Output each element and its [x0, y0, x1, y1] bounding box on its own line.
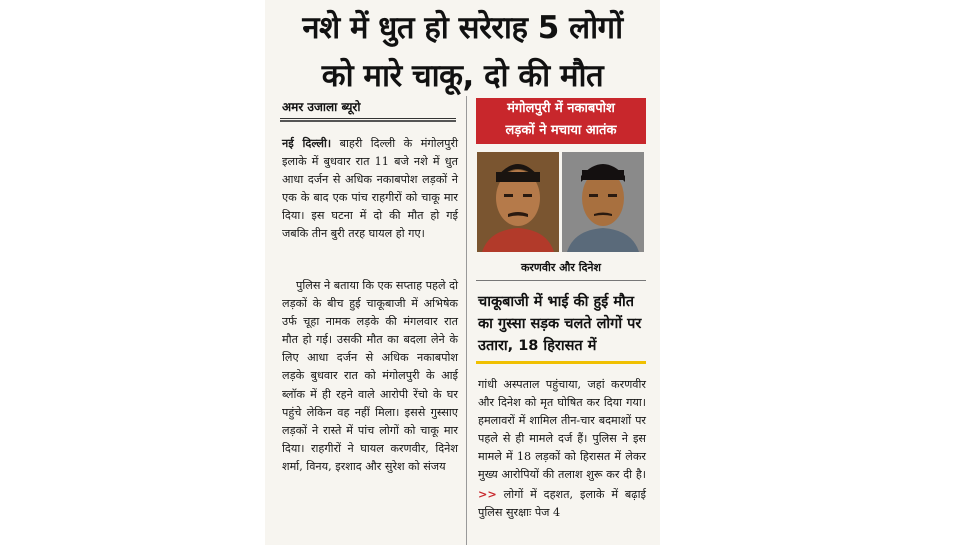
red-kicker-box — [476, 98, 646, 144]
sub-headline: चाकूबाजी में भाई की हुई मौत का गुस्सा सड़क चलते लोगों पर उतारा, 18 हिरासत में — [478, 294, 642, 354]
victim-photo-karanveer — [477, 152, 559, 252]
yellow-rule — [476, 361, 646, 364]
victim-photo-dinesh — [562, 152, 644, 252]
continued-text: लोगों में दहशत, इलाके में बढ़ाई पुलिस सुरक्षाः पेज 4 — [478, 487, 646, 519]
photo-caption: करणवीर और दिनेश — [520, 261, 602, 274]
headline-line-1: नशे में धुत हो सरेराह 5 लोगों — [302, 10, 623, 46]
headline-line-2: को मारे चाकू, दो की मौत — [321, 58, 604, 94]
paragraph-3 — [478, 376, 646, 522]
caption-rule — [476, 280, 646, 281]
headline — [265, 4, 660, 100]
column-divider — [466, 96, 467, 545]
continued-marker: >> — [478, 486, 497, 501]
kicker-line-1: मंगोलपुरी में नकाबपोश — [507, 101, 615, 116]
paragraph-1 — [282, 134, 458, 244]
byline: अमर उजाला ब्यूरो — [282, 100, 361, 114]
paragraph-3-text: गांधी अस्पताल पहुंचाया, जहां करणवीर और दिनेश को मृत घोषित कर दिया गया। हमलावरों में शामिल तीन-चार बदमाशों पर पहले से ही मामले दर्ज हैं। पुलिस ने इस मामले में 18 लड़कों को हिरासत में लेकर मुख्य आरोपियों की तलाश शुरू कर दी है। — [478, 378, 646, 482]
portrait-icon — [562, 152, 644, 252]
paragraph-2: पुलिस ने बताया कि एक सप्ताह पहले दो लड़कों के बीच हुई चाकूबाजी में अभिषेक उर्फ चूहा नामक लड़के की मंगलवार रात मौत हो गई। उसकी मौत का बदला लेने के लिए आधा दर्जन से अधिक नकाबपोश लड़के बुधवार रात को मंगोलपुरी के आई ब्लॉक में ही रहने वाले आरोपी रेंचो के घर पहुंचे लेकिन वह नहीं मिला। इससे गुस्साए लड़कों ने रास्ते में पांच लोगों को चाकू मार दिया। राहगीरों ने घायल करणवीर, दिनेश शर्मा, विनय, इरशाद और सुरेश को संजय — [282, 279, 458, 473]
portrait-icon — [477, 152, 559, 252]
byline-rule — [280, 118, 456, 119]
paragraph-1-text: बाहरी दिल्ली के मंगोलपुरी इलाके में बुधवार रात 11 बजे नशे में धुत आधा दर्जन से अधिक नकाबपोश लड़कों ने एक के बाद एक पांच राहगीरों को चाकू मार दिया। इस घटना में दो की मौत हो गई जबकि तीन बुरी तरह घायल हो गए। — [282, 137, 458, 241]
byline-rule-thick — [280, 120, 456, 122]
dateline: नई दिल्ली। — [282, 136, 332, 150]
kicker-line-2: लड़कों ने मचाया आतंक — [505, 123, 617, 138]
